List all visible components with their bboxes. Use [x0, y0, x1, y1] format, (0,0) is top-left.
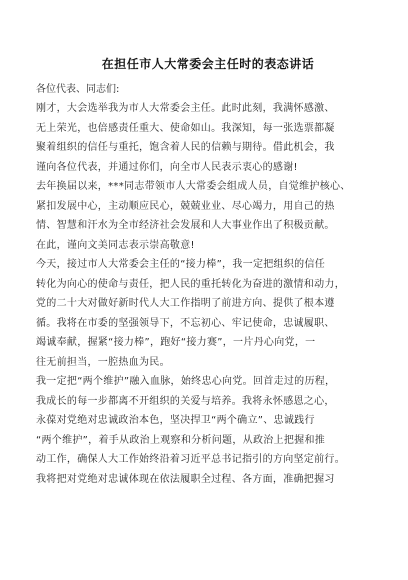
paragraph-line: 动工作，确保人大工作始终沿着习近平总书记指引的方向坚定前行。 [36, 454, 345, 465]
paragraph-line: “两个维护”，着手从政治上观察和分析问题，从政治上把握和推 [36, 434, 326, 446]
paragraph-line: 无上荣光，也倍感责任重大、使命如山。我深知，每一张选票都凝 [36, 122, 335, 134]
paragraph-line: 情、智慧和汗水为全市经济社会发展和人大事业作出了积极贡献。 [36, 220, 335, 231]
paragraph-line: 聚着组织的信任与重托，饱含着人民的信赖与期待。借此机会，我 [36, 142, 335, 153]
paragraph-line: 我成长的每一步都离不开组织的关爱与培养。我将永怀感恩之心， [36, 395, 335, 407]
paragraph-line: 刚才，大会选举我为市人大常委会主任。此时此刻，我满怀感激、 [36, 103, 335, 114]
paragraph-line: 转化为向心的使命与责任，把人民的重托转化为奋进的激情和动力， [36, 278, 345, 290]
paragraph-line: 党的二十大对做好新时代人大工作指明了前进方向、提供了根本遵 [36, 298, 335, 309]
document-title: 在担任市人大常委会主任时的表态讲话 [101, 57, 315, 71]
paragraph-line: 谨向各位代表，并通过你们，向全市人民表示衷心的感谢! [36, 161, 298, 173]
document-body [36, 99, 380, 489]
paragraph-line: 去年换届以来，***同志带领市人大常委会组成人员，自觉维护核心、 [36, 181, 351, 192]
salutation: 各位代表、同志们: [36, 84, 120, 95]
paragraph-line: 循。我将在市委的坚强领导下，不忘初心、牢记使命，忠诚履职、 [36, 317, 335, 329]
body-paragraph [36, 177, 380, 255]
body-paragraph [36, 99, 380, 177]
paragraph-line: 竭诚奉献，握紧“接力棒”，跑好“接力赛”，一片丹心向党，一 [36, 337, 316, 348]
paragraph-line: 在此，谨向文美同志表示崇高敬意! [36, 239, 195, 251]
paragraph-line: 紧扣发展中心，主动顺应民心，兢兢业业、尽心竭力，用自己的热 [36, 200, 335, 212]
body-paragraph [36, 372, 380, 489]
paragraph-line: 我一定把“两个维护”融入血脉，始终忠心向党。回首走过的历程， [36, 376, 336, 387]
body-paragraph [36, 255, 380, 372]
paragraph-line: 永葆对党绝对忠诚政治本色，坚决捍卫“两个确立”、忠诚践行 [36, 415, 315, 426]
paragraph-line: 往无前担当，一腔热血为民。 [36, 356, 170, 368]
paragraph-line: 我将把对党绝对忠诚体现在依法履职全过程、各方面，准确把握习 [36, 473, 335, 485]
paragraph-line: 今天，接过市人大常委会主任的“接力棒”，我一定把组织的信任 [36, 259, 326, 270]
